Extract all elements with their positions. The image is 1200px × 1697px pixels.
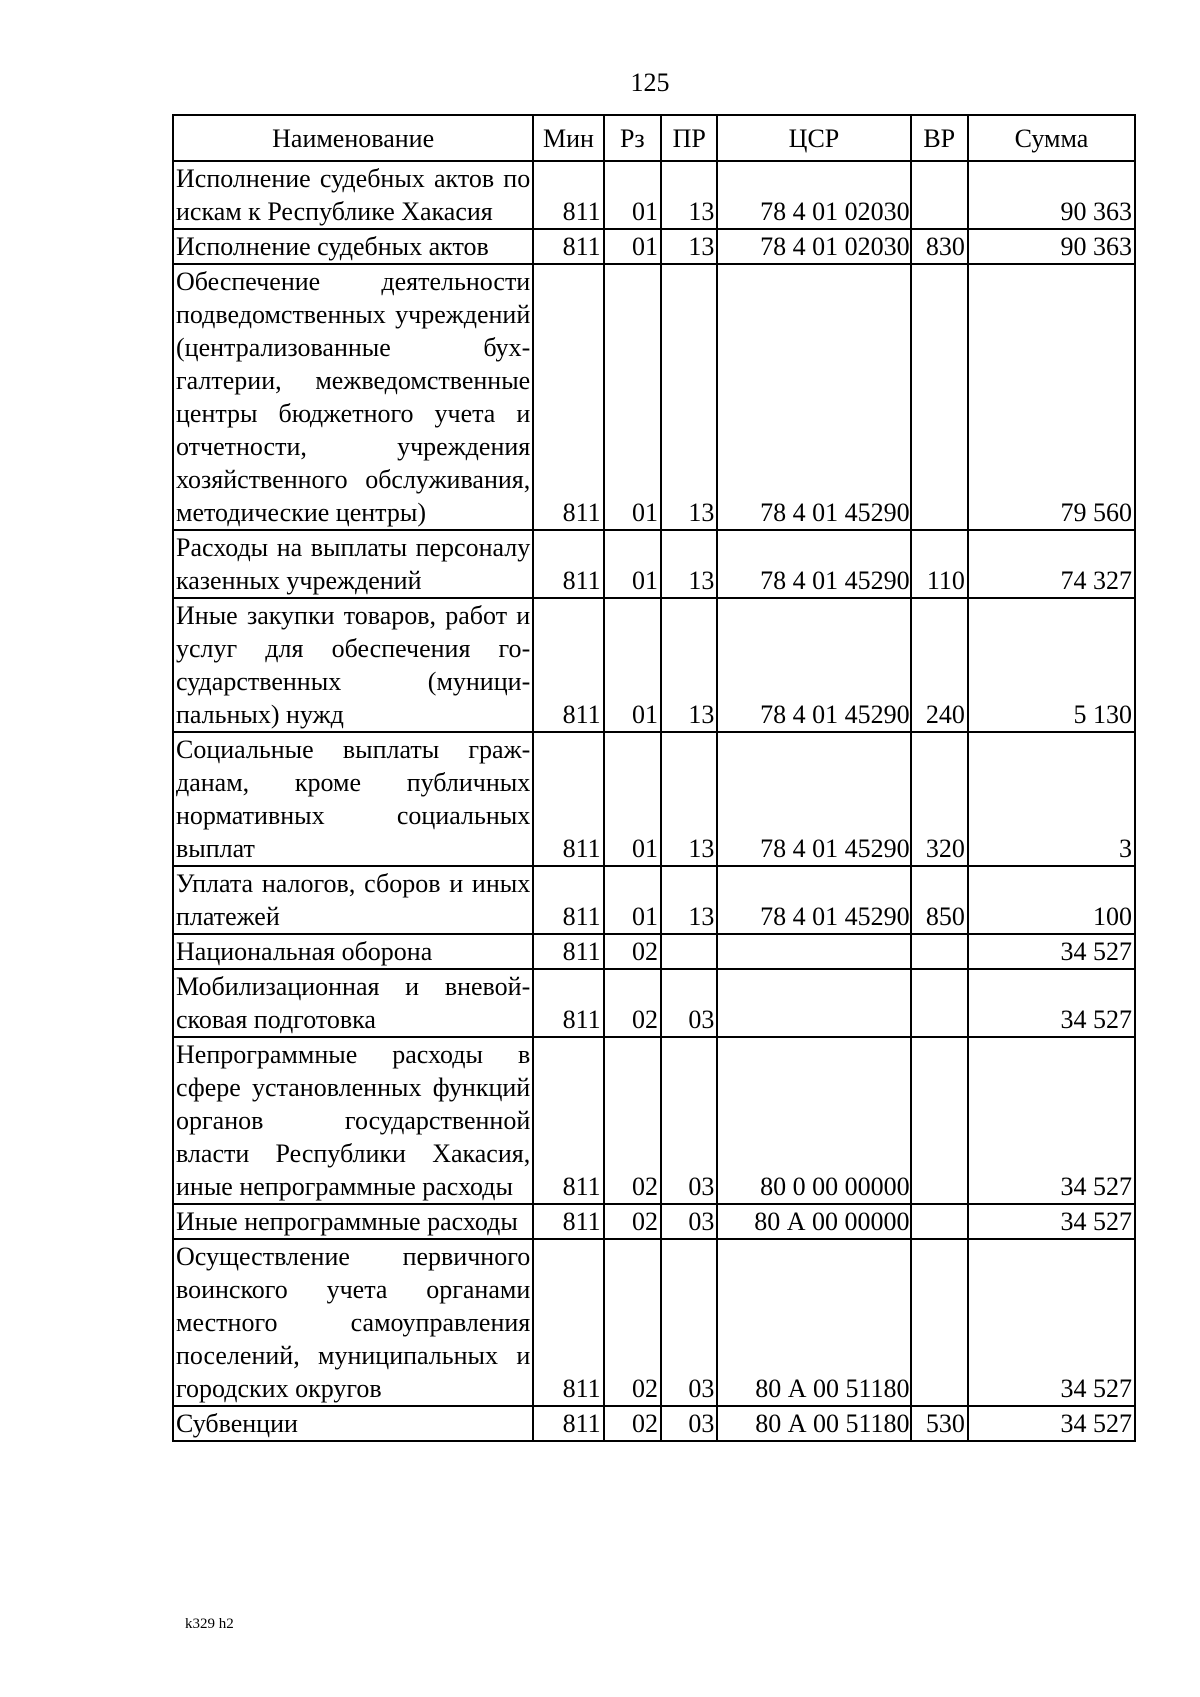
cell-name: Непрограммные расходы в сфере установленных функций органов государственной власти Республики Хакасия, иные непрограммные расходы	[173, 1037, 533, 1204]
cell-pr: 13	[661, 530, 717, 598]
cell-min: 811	[533, 969, 603, 1037]
cell-vr	[911, 934, 968, 969]
cell-sum: 34 527	[968, 1037, 1135, 1204]
cell-sum: 74 327	[968, 530, 1135, 598]
table-row	[173, 732, 1135, 866]
table-row	[173, 934, 1135, 969]
cell-min: 811	[533, 229, 603, 264]
cell-rz: 01	[604, 161, 661, 229]
cell-name: Осуществление первичного воинского учета органами местного самоуправления поселений, муниципальных и городских округов	[173, 1239, 533, 1406]
header-rz: Рз	[604, 115, 661, 161]
cell-name: Иные непрограммные расходы	[173, 1204, 533, 1239]
cell-name: Исполнение судебных актов	[173, 229, 533, 264]
cell-sum: 34 527	[968, 1204, 1135, 1239]
header-vr: ВР	[911, 115, 968, 161]
cell-csr: 78 4 01 45290	[717, 530, 910, 598]
cell-name: Обеспечение деятельности подведомственных учреждений (централизованные бухгалтерии, межведомственные центры бюджетного учета и отчетности, учреждения хозяйственного обслуживания, методические центры)	[173, 264, 533, 530]
cell-sum: 90 363	[968, 161, 1135, 229]
cell-pr: 13	[661, 732, 717, 866]
cell-min: 811	[533, 866, 603, 934]
cell-sum: 90 363	[968, 229, 1135, 264]
header-sum: Сумма	[968, 115, 1135, 161]
cell-pr: 13	[661, 161, 717, 229]
cell-name: Социальные выплаты гражданам, кроме публичных нормативных социальных выплат	[173, 732, 533, 866]
cell-name: Расходы на выплаты персоналу казенных учреждений	[173, 530, 533, 598]
cell-rz: 02	[604, 1037, 661, 1204]
cell-name: Уплата налогов, сборов и иных платежей	[173, 866, 533, 934]
cell-vr	[911, 1204, 968, 1239]
cell-rz: 02	[604, 1406, 661, 1441]
cell-rz: 02	[604, 934, 661, 969]
budget-table	[172, 114, 1136, 1442]
cell-pr: 13	[661, 598, 717, 732]
cell-name: Национальная оборона	[173, 934, 533, 969]
cell-vr: 830	[911, 229, 968, 264]
cell-min: 811	[533, 732, 603, 866]
cell-min: 811	[533, 1037, 603, 1204]
header-min: Мин	[533, 115, 603, 161]
cell-csr: 80 А 00 51180	[717, 1239, 910, 1406]
cell-min: 811	[533, 1204, 603, 1239]
cell-pr: 13	[661, 264, 717, 530]
cell-sum: 79 560	[968, 264, 1135, 530]
table-row	[173, 1239, 1135, 1406]
cell-name: Иные закупки товаров, работ и услуг для обеспечения государственных (муниципальных) нужд	[173, 598, 533, 732]
cell-rz: 02	[604, 1204, 661, 1239]
cell-min: 811	[533, 1239, 603, 1406]
cell-csr: 80 А 00 51180	[717, 1406, 910, 1441]
cell-rz: 02	[604, 1239, 661, 1406]
cell-csr: 78 4 01 45290	[717, 732, 910, 866]
cell-sum: 100	[968, 866, 1135, 934]
cell-csr: 78 4 01 02030	[717, 161, 910, 229]
cell-sum: 34 527	[968, 969, 1135, 1037]
cell-pr: 03	[661, 1204, 717, 1239]
cell-min: 811	[533, 264, 603, 530]
cell-name: Мобилизационная и вневойсковая подготовка	[173, 969, 533, 1037]
cell-rz: 01	[604, 229, 661, 264]
cell-csr	[717, 969, 910, 1037]
cell-csr: 78 4 01 45290	[717, 264, 910, 530]
cell-vr: 530	[911, 1406, 968, 1441]
cell-pr: 13	[661, 229, 717, 264]
header-pr: ПР	[661, 115, 717, 161]
cell-name: Субвенции	[173, 1406, 533, 1441]
cell-vr: 320	[911, 732, 968, 866]
cell-vr	[911, 264, 968, 530]
cell-sum: 34 527	[968, 1239, 1135, 1406]
table-row	[173, 969, 1135, 1037]
cell-csr	[717, 934, 910, 969]
cell-pr: 03	[661, 969, 717, 1037]
table-row	[173, 264, 1135, 530]
cell-pr	[661, 934, 717, 969]
cell-sum: 34 527	[968, 1406, 1135, 1441]
cell-vr	[911, 161, 968, 229]
cell-csr: 80 0 00 00000	[717, 1037, 910, 1204]
cell-vr: 240	[911, 598, 968, 732]
table-row	[173, 1406, 1135, 1441]
cell-pr: 13	[661, 866, 717, 934]
cell-sum: 3	[968, 732, 1135, 866]
table-row	[173, 1037, 1135, 1204]
cell-rz: 01	[604, 530, 661, 598]
cell-name: Исполнение судебных актов по искам к Республике Хакасия	[173, 161, 533, 229]
table-row	[173, 866, 1135, 934]
cell-min: 811	[533, 934, 603, 969]
cell-vr	[911, 969, 968, 1037]
cell-rz: 01	[604, 866, 661, 934]
cell-vr	[911, 1239, 968, 1406]
cell-pr: 03	[661, 1406, 717, 1441]
cell-min: 811	[533, 598, 603, 732]
table-row	[173, 161, 1135, 229]
cell-pr: 03	[661, 1239, 717, 1406]
footer-code: k329 h2	[185, 1616, 234, 1632]
cell-sum: 5 130	[968, 598, 1135, 732]
cell-vr: 110	[911, 530, 968, 598]
cell-csr: 78 4 01 02030	[717, 229, 910, 264]
cell-vr	[911, 1037, 968, 1204]
table-row	[173, 1204, 1135, 1239]
table-row	[173, 530, 1135, 598]
cell-rz: 01	[604, 598, 661, 732]
cell-csr: 80 А 00 00000	[717, 1204, 910, 1239]
cell-rz: 02	[604, 969, 661, 1037]
cell-sum: 34 527	[968, 934, 1135, 969]
header-csr: ЦСР	[717, 115, 910, 161]
cell-csr: 78 4 01 45290	[717, 866, 910, 934]
cell-vr: 850	[911, 866, 968, 934]
table-row	[173, 598, 1135, 732]
cell-min: 811	[533, 161, 603, 229]
table-row	[173, 229, 1135, 264]
page-number: 125	[630, 68, 670, 97]
cell-pr: 03	[661, 1037, 717, 1204]
cell-rz: 01	[604, 732, 661, 866]
header-name: Наименование	[173, 115, 533, 161]
cell-min: 811	[533, 530, 603, 598]
cell-rz: 01	[604, 264, 661, 530]
cell-min: 811	[533, 1406, 603, 1441]
table-header-row	[173, 115, 1135, 161]
table-body	[173, 161, 1135, 1441]
cell-csr: 78 4 01 45290	[717, 598, 910, 732]
